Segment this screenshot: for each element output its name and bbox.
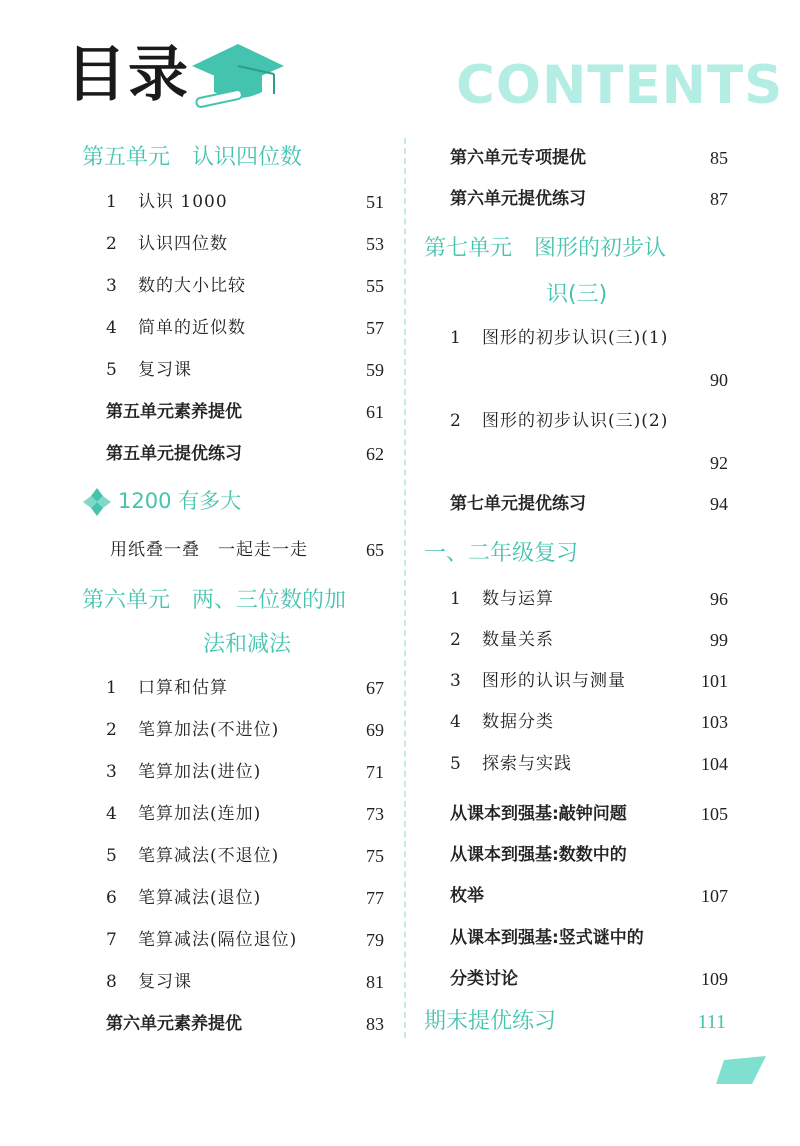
page-number: 104 <box>701 754 728 774</box>
toc-item[interactable]: 5 复习课 <box>106 360 192 380</box>
unit6-title-line1: 两、三位数的加 <box>192 588 347 613</box>
pinwheel-icon <box>82 487 112 517</box>
graduation-cap-icon <box>190 40 286 110</box>
page-number: 53 <box>366 234 384 254</box>
page-number: 69 <box>366 720 384 740</box>
base-link-1[interactable]: 从课本到强基:敲钟问题 <box>450 804 627 824</box>
toc-item[interactable]: 1 口算和估算 <box>106 678 228 698</box>
toc-item[interactable]: 4 数据分类 <box>450 712 554 732</box>
page-number: 81 <box>366 972 384 992</box>
page-number: 103 <box>701 712 728 732</box>
unit5-title: 认识四位数 <box>192 145 303 170</box>
toc-item[interactable]: 5 探索与实践 <box>450 754 572 774</box>
page-number: 94 <box>710 494 728 514</box>
page-number: 99 <box>710 630 728 650</box>
toc-item[interactable]: 1 认识 1000 <box>106 192 228 212</box>
final-heading[interactable]: 期末提优练习 <box>424 1009 557 1034</box>
toc-item[interactable]: 1 数与运算 <box>450 589 554 609</box>
page-number: 77 <box>366 888 384 908</box>
toc-item[interactable]: 3 笔算加法(进位) <box>106 762 262 782</box>
page-title: 目录 <box>66 40 190 110</box>
review-heading[interactable]: 一、二年级复习 <box>424 541 579 566</box>
special-label: 1200 有多大 <box>118 489 242 513</box>
unit7-title-line1: 图形的初步认 <box>534 236 667 261</box>
toc-item[interactable]: 2 笔算加法(不进位) <box>106 720 280 740</box>
special-heading[interactable] <box>82 486 241 517</box>
unit5-heading[interactable] <box>82 143 302 173</box>
toc-item[interactable]: 3 图形的认识与测量 <box>450 671 626 691</box>
unit5-label: 第五单元 <box>82 145 171 170</box>
page-number: 83 <box>366 1014 384 1034</box>
page-number: 79 <box>366 930 384 950</box>
corner-tab-icon <box>716 1056 768 1086</box>
page-number: 92 <box>710 453 728 473</box>
special-item[interactable]: 用纸叠一叠 一起走一走 <box>110 540 308 560</box>
toc-item[interactable]: 2 数量关系 <box>450 630 554 650</box>
toc-item[interactable]: 1 图形的初步认识(三)(1) <box>450 328 669 348</box>
unit6-title-line2: 法和减法 <box>203 632 292 657</box>
unit7-title-line2: 识(三) <box>546 282 608 307</box>
unit6-practice-link[interactable]: 第六单元提优练习 <box>450 189 586 209</box>
column-divider <box>404 138 406 1038</box>
toc-item[interactable]: 2 图形的初步认识(三)(2) <box>450 411 669 431</box>
page-number: 87 <box>710 189 728 209</box>
unit6-quality-link[interactable]: 第六单元素养提优 <box>106 1014 242 1034</box>
base-link-2[interactable]: 从课本到强基:数数中的 <box>450 845 627 865</box>
page-number: 55 <box>366 276 384 296</box>
page-number: 61 <box>366 402 384 422</box>
toc-item[interactable]: 3 数的大小比较 <box>106 276 246 296</box>
base-link-3-cont[interactable]: 分类讨论 <box>450 969 518 989</box>
unit7-label: 第七单元 <box>424 236 513 261</box>
unit7-heading[interactable] <box>424 234 666 264</box>
toc-item[interactable]: 6 笔算减法(退位) <box>106 888 262 908</box>
page-number: 75 <box>366 846 384 866</box>
unit7-practice-link[interactable]: 第七单元提优练习 <box>450 494 586 514</box>
page-number: 90 <box>710 370 728 390</box>
page-number: 73 <box>366 804 384 824</box>
page-number: 65 <box>366 540 384 560</box>
page-number: 111 <box>697 1011 726 1033</box>
page-number: 57 <box>366 318 384 338</box>
toc-item[interactable]: 7 笔算减法(隔位退位) <box>106 930 298 950</box>
page-number: 101 <box>701 671 728 691</box>
toc-item[interactable]: 8 复习课 <box>106 972 192 992</box>
page-number: 51 <box>366 192 384 212</box>
unit6-special-link[interactable]: 第六单元专项提优 <box>450 148 586 168</box>
base-link-3[interactable]: 从课本到强基:竖式谜中的 <box>450 928 644 948</box>
page-number: 71 <box>366 762 384 782</box>
page-number: 105 <box>701 804 728 824</box>
toc-item[interactable]: 4 笔算加法(连加) <box>106 804 262 824</box>
unit5-practice-link[interactable]: 第五单元提优练习 <box>106 444 242 464</box>
toc-item[interactable]: 4 简单的近似数 <box>106 318 246 338</box>
toc-item[interactable]: 2 认识四位数 <box>106 234 228 254</box>
contents-heading: CONTENTS <box>456 55 784 116</box>
page-number: 109 <box>701 969 728 989</box>
page-number: 107 <box>701 886 728 906</box>
page-number: 59 <box>366 360 384 380</box>
base-link-2-cont[interactable]: 枚举 <box>450 886 484 906</box>
unit5-quality-link[interactable]: 第五单元素养提优 <box>106 402 242 422</box>
page-number: 96 <box>710 589 728 609</box>
unit6-label: 第六单元 <box>82 588 171 613</box>
page-number: 67 <box>366 678 384 698</box>
page-number: 62 <box>366 444 384 464</box>
toc-item[interactable]: 5 笔算减法(不退位) <box>106 846 280 866</box>
page-number: 85 <box>710 148 728 168</box>
unit6-heading[interactable] <box>82 586 346 616</box>
